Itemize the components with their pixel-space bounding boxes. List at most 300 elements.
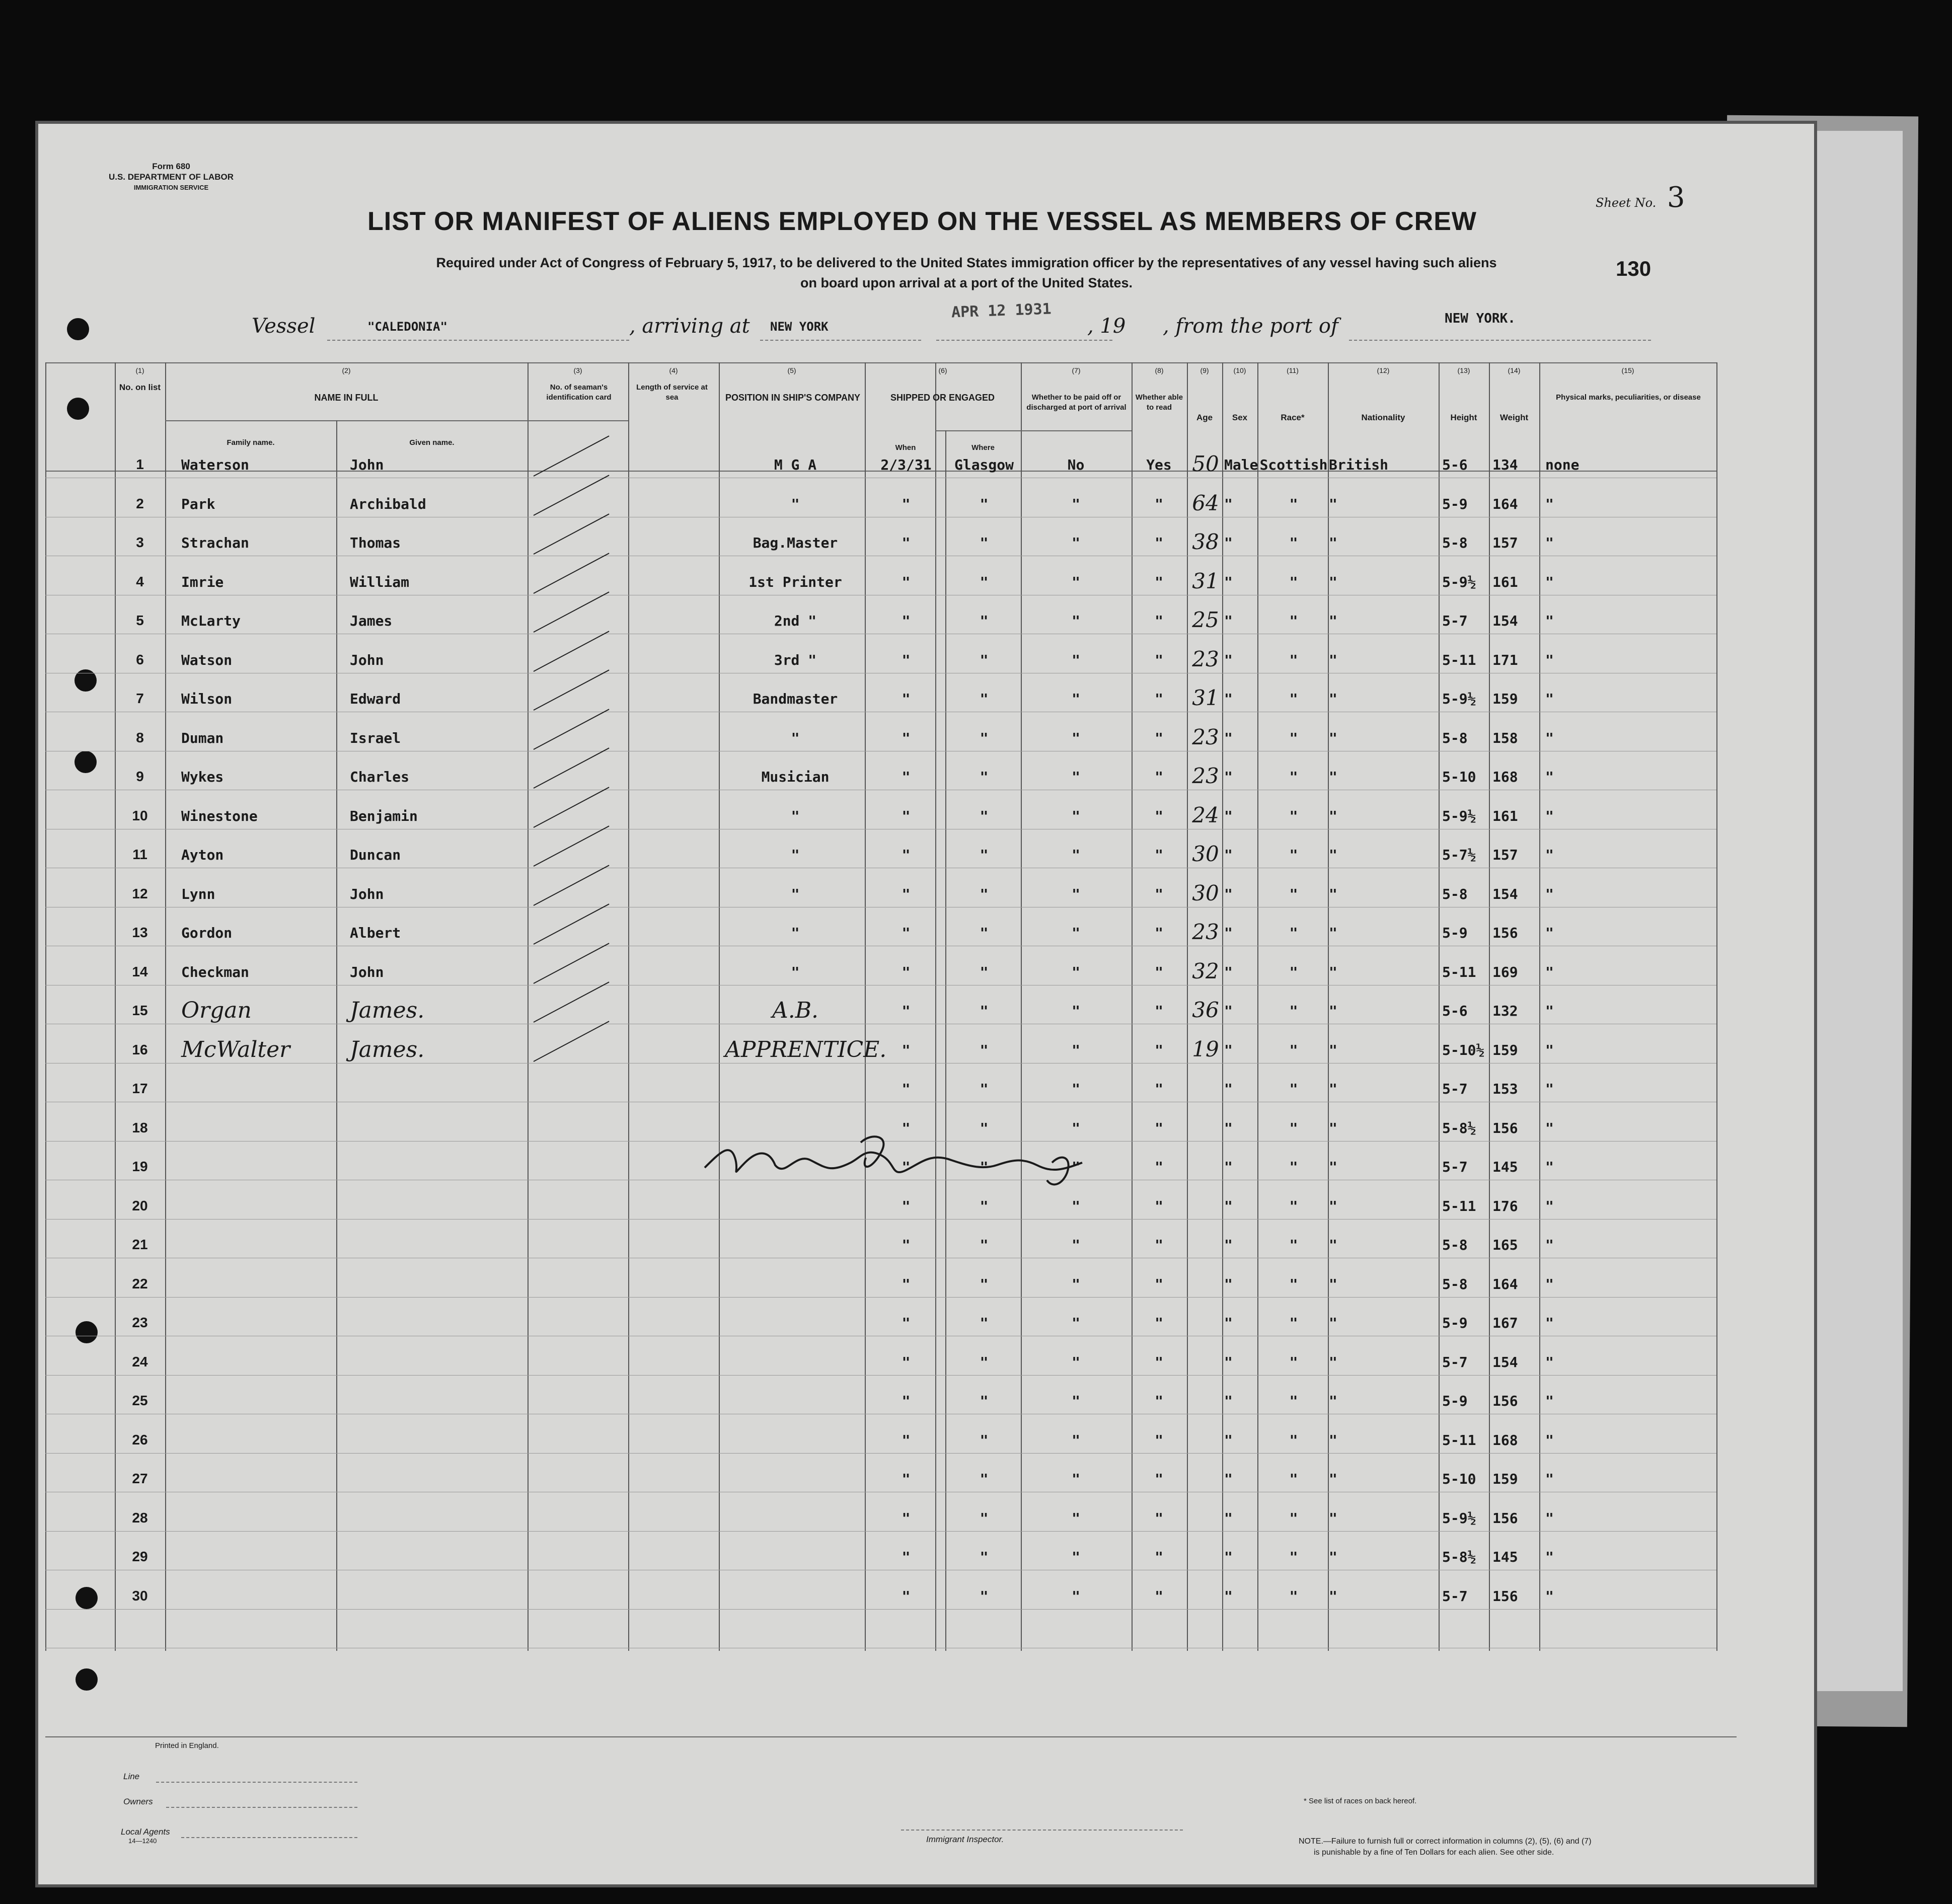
fine-note-line-1: NOTE.—Failure to furnish full or correct information in columns (2), (5), (6) and (7) — [1299, 1837, 1592, 1846]
column-number: (7) — [1072, 366, 1081, 374]
height-cell: 5-8½ — [1442, 1119, 1476, 1136]
seaman-card-checkmark — [534, 787, 610, 828]
height-cell: 5-9 — [1442, 1393, 1468, 1409]
physical-marks-cell: " — [1545, 1159, 1554, 1175]
given-name-cell: Thomas — [350, 535, 401, 551]
weight-cell: 157 — [1492, 847, 1518, 863]
shipped-when-cell: " — [902, 651, 911, 668]
physical-marks-cell: " — [1545, 1587, 1554, 1605]
race-cell: " — [1289, 769, 1298, 785]
paid-off-cell: " — [1072, 1431, 1080, 1449]
vessel-label: Vessel — [252, 315, 316, 338]
printed-note: Printed in England. — [155, 1741, 219, 1750]
from-port: NEW YORK. — [1445, 311, 1516, 326]
shipped-when-cell: " — [902, 1393, 911, 1409]
header-height: Height — [1450, 413, 1477, 422]
sex-cell: " — [1224, 729, 1233, 746]
race-cell: " — [1289, 1431, 1298, 1449]
row-number: 4 — [136, 573, 144, 589]
shipped-where-cell: " — [980, 1393, 989, 1409]
race-cell: " — [1289, 1197, 1298, 1214]
race-cell: " — [1289, 1353, 1298, 1370]
paid-off-cell: " — [1072, 691, 1080, 707]
header-paid-off: Whether to be paid off or discharged at port of arrival — [1026, 393, 1127, 412]
sex-cell: " — [1224, 1471, 1233, 1487]
shipped-where-cell: " — [980, 573, 989, 590]
age-cell: 31 — [1192, 686, 1219, 710]
seaman-card-checkmark — [534, 825, 610, 867]
height-cell: 5-8 — [1442, 1275, 1468, 1292]
column-number: (15) — [1621, 366, 1634, 374]
shipped-when-cell: " — [902, 1315, 911, 1331]
seaman-card-checkmark — [534, 631, 610, 672]
weight-cell: 156 — [1492, 1509, 1518, 1527]
position-cell: 3rd " — [774, 651, 817, 668]
shipped-where-cell: " — [980, 1431, 989, 1449]
column-number: (8) — [1155, 366, 1164, 374]
physical-marks-cell: " — [1545, 1353, 1554, 1370]
shipped-where-cell: " — [980, 1197, 989, 1214]
paid-off-cell: " — [1072, 925, 1080, 941]
shipped-when-cell: " — [902, 1003, 911, 1019]
sex-cell: Male — [1224, 456, 1258, 473]
race-cell: " — [1289, 1587, 1298, 1605]
height-cell: 5-7 — [1442, 1587, 1468, 1605]
row-number: 24 — [132, 1353, 148, 1369]
seaman-card-checkmark — [534, 553, 610, 594]
height-cell: 5-8½ — [1442, 1549, 1476, 1565]
given-name-cell: Israel — [350, 729, 401, 746]
family-name-cell: Park — [181, 495, 215, 512]
sex-cell: " — [1224, 651, 1233, 668]
able-to-read-cell: " — [1155, 1237, 1163, 1253]
arriving-port: NEW YORK — [770, 320, 829, 334]
sex-cell: " — [1224, 495, 1233, 512]
position-cell: Bag.Master — [753, 535, 838, 551]
physical-marks-cell: " — [1545, 1431, 1554, 1449]
able-to-read-cell: " — [1155, 495, 1163, 512]
race-cell: " — [1289, 573, 1298, 590]
nationality-cell: " — [1329, 1159, 1337, 1175]
nationality-cell: " — [1329, 1353, 1337, 1370]
given-name-cell: James. — [350, 1036, 425, 1062]
age-cell: 24 — [1192, 802, 1219, 827]
able-to-read-cell: " — [1155, 1587, 1163, 1605]
binder-hole — [67, 318, 89, 340]
weight-cell: 156 — [1492, 1119, 1518, 1136]
position-cell: Bandmaster — [753, 691, 838, 707]
physical-marks-cell: " — [1545, 1549, 1554, 1565]
shipped-when-cell: " — [902, 1587, 911, 1605]
physical-marks-cell: " — [1545, 847, 1554, 863]
height-cell: 5-7 — [1442, 1353, 1468, 1370]
weight-cell: 145 — [1492, 1549, 1518, 1565]
weight-cell: 154 — [1492, 613, 1518, 629]
weight-cell: 153 — [1492, 1081, 1518, 1097]
family-name-cell: Wykes — [181, 769, 224, 785]
shipped-where-cell: " — [980, 1315, 989, 1331]
table-column-line — [1716, 362, 1717, 1651]
paid-off-cell: " — [1072, 495, 1080, 512]
shipped-where-cell: " — [980, 769, 989, 785]
family-name-cell: Imrie — [181, 573, 224, 590]
paid-off-cell: " — [1072, 1237, 1080, 1253]
header-family-name: Family name. — [227, 438, 275, 447]
sex-cell: " — [1224, 1119, 1233, 1136]
paid-off-cell: " — [1072, 573, 1080, 590]
sex-cell: " — [1224, 1509, 1233, 1527]
column-number: (9) — [1200, 366, 1209, 374]
nationality-cell: " — [1329, 613, 1337, 629]
race-cell: " — [1289, 1315, 1298, 1331]
nationality-cell: " — [1329, 1237, 1337, 1253]
physical-marks-cell: " — [1545, 573, 1554, 590]
nationality-cell: " — [1329, 1431, 1337, 1449]
row-number: 23 — [132, 1315, 148, 1330]
age-cell: 23 — [1192, 724, 1219, 749]
shipped-when-cell: " — [902, 1471, 911, 1487]
row-number: 9 — [136, 769, 144, 784]
nationality-cell: " — [1329, 963, 1337, 980]
header-age: Age — [1196, 413, 1213, 422]
nationality-cell: " — [1329, 1549, 1337, 1565]
able-to-read-cell: " — [1155, 651, 1163, 668]
row-number: 18 — [132, 1119, 148, 1135]
shipped-where-cell: " — [980, 691, 989, 707]
sex-cell: " — [1224, 885, 1233, 902]
row-number: 29 — [132, 1549, 148, 1564]
shipped-when-cell: " — [902, 1041, 911, 1058]
seaman-card-checkmark — [534, 865, 610, 906]
given-name-cell: John — [350, 885, 384, 902]
paid-off-cell: " — [1072, 1275, 1080, 1292]
binder-hole — [76, 1587, 98, 1609]
header-where: Where — [971, 443, 995, 452]
form-number: Form 680 — [152, 162, 190, 171]
height-cell: 5-6 — [1442, 456, 1468, 473]
height-cell: 5-8 — [1442, 885, 1468, 902]
shipped-where-cell: " — [980, 885, 989, 902]
family-name-cell: Ayton — [181, 847, 224, 863]
department-name: U.S. DEPARTMENT OF LABOR — [108, 172, 234, 182]
header-shipped-engaged: SHIPPED OR ENGAGED — [890, 393, 995, 403]
header-given-name: Given name. — [409, 438, 455, 447]
height-cell: 5-6 — [1442, 1003, 1468, 1019]
row-number: 15 — [132, 1003, 148, 1018]
seaman-card-checkmark — [534, 513, 610, 555]
physical-marks-cell: " — [1545, 1393, 1554, 1409]
arriving-label: , arriving at — [629, 315, 750, 338]
height-cell: 5-7 — [1442, 613, 1468, 629]
row-number: 21 — [132, 1237, 148, 1252]
header-race: Race* — [1281, 413, 1305, 422]
race-cell: " — [1289, 963, 1298, 980]
row-number: 19 — [132, 1159, 148, 1174]
shipped-when-cell: " — [902, 1509, 911, 1527]
sex-cell: " — [1224, 1315, 1233, 1331]
table-row-line — [45, 1297, 1716, 1298]
shipped-when-cell: " — [902, 573, 911, 590]
weight-cell: 164 — [1492, 1275, 1518, 1292]
weight-cell: 132 — [1492, 1003, 1518, 1019]
age-cell: 36 — [1192, 998, 1219, 1022]
paid-off-cell: " — [1072, 1587, 1080, 1605]
header-weight: Weight — [1499, 413, 1529, 422]
shipped-when-cell: " — [902, 495, 911, 512]
seaman-card-checkmark — [534, 747, 610, 789]
agents-label: Local Agents — [121, 1827, 170, 1837]
paid-off-cell: " — [1072, 1393, 1080, 1409]
nationality-cell: " — [1329, 1003, 1337, 1019]
shipped-where-cell: " — [980, 1041, 989, 1058]
position-cell: " — [791, 885, 800, 902]
height-cell: 5-9½ — [1442, 573, 1476, 590]
height-cell: 5-11 — [1442, 651, 1476, 668]
name-divider — [336, 420, 337, 1651]
weight-cell: 156 — [1492, 1393, 1518, 1409]
nationality-cell: " — [1329, 495, 1337, 512]
inspector-label: Immigrant Inspector. — [926, 1835, 1004, 1844]
agents-code: 14—1240 — [128, 1837, 157, 1845]
able-to-read-cell: " — [1155, 807, 1163, 824]
nationality-cell: " — [1329, 885, 1337, 902]
row-number: 30 — [132, 1587, 148, 1604]
race-cell: " — [1289, 1159, 1298, 1175]
year-label: , 19 — [1087, 315, 1126, 338]
table-row-line — [45, 1375, 1716, 1376]
family-name-cell: Lynn — [181, 885, 215, 902]
position-cell: " — [791, 807, 800, 824]
seaman-card-checkmark — [534, 591, 610, 633]
weight-cell: 159 — [1492, 691, 1518, 707]
nationality-cell: " — [1329, 1393, 1337, 1409]
paid-off-cell: " — [1072, 613, 1080, 629]
weight-cell: 168 — [1492, 1431, 1518, 1449]
given-name-cell: Albert — [350, 925, 401, 941]
able-to-read-cell: " — [1155, 1549, 1163, 1565]
given-name-cell: John — [350, 651, 384, 668]
physical-marks-cell: " — [1545, 963, 1554, 980]
shipped-when-cell: " — [902, 535, 911, 551]
able-to-read-cell: " — [1155, 691, 1163, 707]
weight-cell: 164 — [1492, 495, 1518, 512]
paid-off-cell: " — [1072, 651, 1080, 668]
given-name-cell: James — [350, 613, 393, 629]
able-to-read-cell: " — [1155, 573, 1163, 590]
paid-off-cell: " — [1072, 1003, 1080, 1019]
shipped-where-cell: " — [980, 535, 989, 551]
sex-cell: " — [1224, 847, 1233, 863]
age-cell: 50 — [1192, 451, 1219, 476]
shipped-where-cell: " — [980, 651, 989, 668]
age-cell: 64 — [1192, 490, 1219, 515]
physical-marks-cell: " — [1545, 1509, 1554, 1527]
height-cell: 5-8 — [1442, 729, 1468, 746]
sex-cell: " — [1224, 691, 1233, 707]
column-number: (1) — [135, 366, 144, 374]
able-to-read-cell: Yes — [1146, 456, 1172, 473]
able-to-read-cell: " — [1155, 535, 1163, 551]
race-cell: " — [1289, 651, 1298, 668]
shipped-where-cell: " — [980, 807, 989, 824]
row-number: 17 — [132, 1081, 148, 1096]
column-number: (4) — [669, 366, 678, 374]
age-cell: 23 — [1192, 764, 1219, 788]
header-physical-marks: Physical marks, peculiarities, or disease — [1556, 393, 1701, 402]
able-to-read-cell: " — [1155, 769, 1163, 785]
sheet-number-label — [1596, 181, 1685, 214]
family-name-cell: Organ — [181, 998, 252, 1023]
shipped-where-cell: " — [980, 613, 989, 629]
sex-cell: " — [1224, 613, 1233, 629]
weight-cell: 165 — [1492, 1237, 1518, 1253]
nationality-cell: " — [1329, 1471, 1337, 1487]
sex-cell: " — [1224, 1431, 1233, 1449]
age-cell: 30 — [1192, 880, 1219, 905]
nationality-cell: " — [1329, 1081, 1337, 1097]
shipped-subheader-line — [935, 430, 1132, 431]
able-to-read-cell: " — [1155, 1393, 1163, 1409]
shipped-when-cell: " — [902, 847, 911, 863]
binder-hole — [67, 398, 89, 420]
position-cell: " — [791, 925, 800, 941]
age-cell: 25 — [1192, 607, 1219, 632]
weight-cell: 145 — [1492, 1159, 1518, 1175]
height-cell: 5-7 — [1442, 1081, 1468, 1097]
able-to-read-cell: " — [1155, 1275, 1163, 1292]
row-number: 1 — [136, 456, 144, 472]
position-cell: 2nd " — [774, 613, 817, 629]
able-to-read-cell: " — [1155, 613, 1163, 629]
physical-marks-cell: " — [1545, 1081, 1554, 1097]
shipped-where-cell: " — [980, 1081, 989, 1097]
able-to-read-cell: " — [1155, 925, 1163, 941]
shipped-when-cell: " — [902, 1197, 911, 1214]
row-number: 28 — [132, 1509, 148, 1526]
fine-note-line-2: is punishable by a fine of Ten Dollars for each alien. See other side. — [1314, 1848, 1554, 1857]
shipped-when-cell: " — [902, 885, 911, 902]
race-cell: " — [1289, 1393, 1298, 1409]
column-number: (6) — [938, 366, 947, 374]
physical-marks-cell: " — [1545, 1237, 1554, 1253]
physical-marks-cell: " — [1545, 651, 1554, 668]
sex-cell: " — [1224, 573, 1233, 590]
age-cell: 38 — [1192, 529, 1219, 554]
weight-cell: 154 — [1492, 885, 1518, 902]
column-number: (12) — [1377, 366, 1390, 374]
header-seaman-card: No. of seaman's identification card — [546, 383, 612, 402]
sex-cell: " — [1224, 1549, 1233, 1565]
seaman-card-checkmark — [534, 475, 610, 516]
race-cell: Scottish — [1259, 456, 1328, 473]
race-cell: " — [1289, 1509, 1298, 1527]
able-to-read-cell: " — [1155, 729, 1163, 746]
race-cell: " — [1289, 1237, 1298, 1253]
row-number: 20 — [132, 1197, 148, 1213]
given-name-cell: Charles — [350, 769, 410, 785]
shipped-when-cell: 2/3/31 — [880, 456, 932, 473]
height-cell: 5-9½ — [1442, 807, 1476, 824]
column-number: (5) — [787, 366, 796, 374]
position-cell: " — [791, 963, 800, 980]
shipped-when-cell: " — [902, 1159, 911, 1175]
weight-cell: 159 — [1492, 1041, 1518, 1058]
nationality-cell: " — [1329, 1041, 1337, 1058]
weight-cell: 156 — [1492, 925, 1518, 941]
binder-hole — [76, 1321, 98, 1343]
given-name-cell: William — [350, 573, 410, 590]
weight-cell: 168 — [1492, 769, 1518, 785]
column-number: (3) — [573, 366, 582, 374]
shipped-where-cell: " — [980, 1159, 989, 1175]
weight-cell: 171 — [1492, 651, 1518, 668]
height-cell: 5-11 — [1442, 963, 1476, 980]
paid-off-cell: " — [1072, 1081, 1080, 1097]
column-number: (10) — [1233, 366, 1246, 374]
given-name-cell: Archibald — [350, 495, 426, 512]
shipped-when-cell: " — [902, 1275, 911, 1292]
binder-hole — [74, 751, 97, 773]
physical-marks-cell: " — [1545, 807, 1554, 824]
line-label: Line — [123, 1772, 140, 1781]
row-number: 10 — [132, 807, 148, 823]
page-subtitle — [282, 253, 1651, 293]
binder-hole — [76, 1668, 98, 1691]
row-number: 11 — [132, 847, 147, 862]
family-name-cell: McLarty — [181, 613, 241, 629]
shipped-when-cell: " — [902, 729, 911, 746]
sex-cell: " — [1224, 1237, 1233, 1253]
race-cell: " — [1289, 1471, 1298, 1487]
shipped-where-cell: " — [980, 963, 989, 980]
paid-off-cell: " — [1072, 769, 1080, 785]
seaman-card-checkmark — [534, 943, 610, 984]
weight-cell: 156 — [1492, 1587, 1518, 1605]
able-to-read-cell: " — [1155, 1353, 1163, 1370]
sex-cell: " — [1224, 769, 1233, 785]
shipped-when-cell: " — [902, 1549, 911, 1565]
row-number: 5 — [136, 613, 144, 628]
name-subheader-line — [165, 420, 628, 421]
sex-cell: " — [1224, 1587, 1233, 1605]
nationality-cell: " — [1329, 1197, 1337, 1214]
race-cell: " — [1289, 729, 1298, 746]
given-name-cell: John — [350, 963, 384, 980]
race-cell: " — [1289, 535, 1298, 551]
sex-cell: " — [1224, 535, 1233, 551]
physical-marks-cell: " — [1545, 885, 1554, 902]
header-position: POSITION IN SHIP'S COMPANY — [725, 393, 860, 403]
header-sex: Sex — [1232, 413, 1248, 422]
nationality-cell: " — [1329, 769, 1337, 785]
header-when: When — [895, 443, 916, 452]
weight-cell: 159 — [1492, 1471, 1518, 1487]
nationality-cell: " — [1329, 691, 1337, 707]
position-cell: A.B. — [772, 998, 819, 1023]
height-cell: 5-10½ — [1442, 1041, 1485, 1058]
shipped-when-cell: " — [902, 1237, 911, 1253]
position-cell: " — [791, 495, 800, 512]
shipped-where-cell: " — [980, 925, 989, 941]
paid-off-cell: " — [1072, 885, 1080, 902]
nationality-cell: " — [1329, 1587, 1337, 1605]
height-cell: 5-9 — [1442, 925, 1468, 941]
shipped-where-cell: " — [980, 1587, 989, 1605]
able-to-read-cell: " — [1155, 847, 1163, 863]
paid-off-cell: " — [1072, 1315, 1080, 1331]
subtitle-line-1: Required under Act of Congress of February 5, 1917, to be delivered to the United States immigration officer by the representatives of any vessel having such aliens — [436, 255, 1497, 270]
column-number: (2) — [342, 366, 351, 374]
